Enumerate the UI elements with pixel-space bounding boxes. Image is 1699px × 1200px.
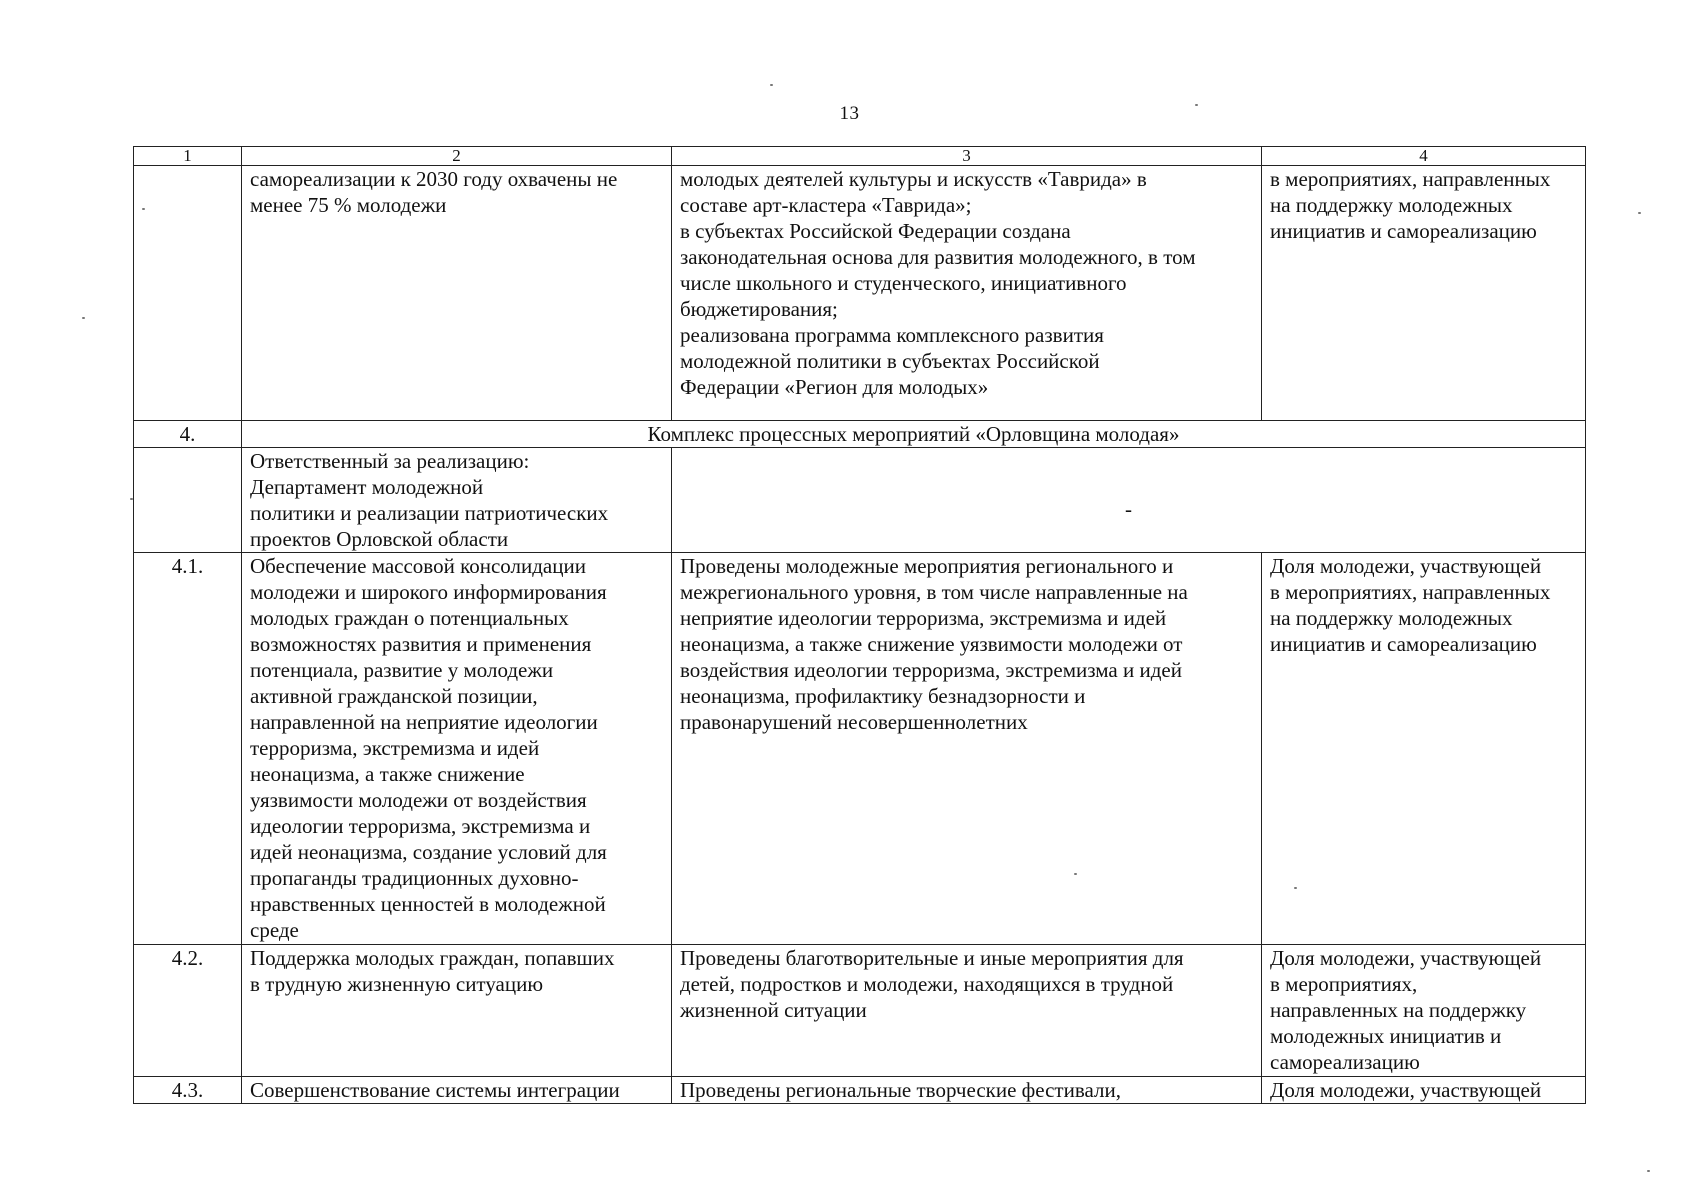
table-row xyxy=(134,945,1586,1077)
header-col-1: 1 xyxy=(134,147,242,166)
responsible-text: Ответственный за реализацию: Департамент молодежной политики и реализации патриотических проектов Орловской области xyxy=(242,448,672,553)
row-result: Проведены благотворительные и иные мероприятия для детей, подростков и молодежи, находящихся в трудной жизненной ситуации xyxy=(672,945,1262,1077)
scan-speck xyxy=(1195,104,1198,106)
row-indicator: Доля молодежи, участвующей в мероприятиях, направленных на поддержку молодежных инициатив и самореализацию xyxy=(1262,553,1586,945)
row-number xyxy=(134,166,242,421)
responsible-number-cell xyxy=(134,448,242,553)
scan-speck xyxy=(142,208,145,210)
scan-speck xyxy=(1638,212,1641,214)
row-measure: самореализации к 2030 году охвачены не менее 75 % молодежи xyxy=(242,166,672,421)
responsible-empty-cell xyxy=(672,448,1586,553)
row-number: 4.3. xyxy=(134,1077,242,1104)
header-col-3: 3 xyxy=(672,147,1262,166)
scan-speck xyxy=(82,317,85,319)
data-table xyxy=(133,146,1586,1104)
row-indicator: в мероприятиях, направленных на поддержку молодежных инициатив и самореализацию xyxy=(1262,166,1586,421)
table-row xyxy=(134,166,1586,421)
row-measure: Обеспечение массовой консолидации молодежи и широкого информирования молодых граждан о потенциальных возможностях развития и применения потенциала, развитие у молодежи активной гражданской позиции, направленной на неприятие идеологии терроризма, экстремизма и идей неонацизма, а также снижение уязвимости молодежи от воздействия идеологии терроризма, экстремизма и идей неонацизма, создание условий для пропаганды традиционных духовно- нравственных ценностей в молодежной среде xyxy=(242,553,672,945)
responsible-row xyxy=(134,448,1586,553)
scan-speck xyxy=(1294,887,1297,889)
row-measure: Совершенствование системы интеграции xyxy=(242,1077,672,1104)
row-result: Проведены молодежные мероприятия регионального и межрегионального уровня, в том числе направленные на неприятие идеологии терроризма, экстремизма и идей неонацизма, а также снижение уязвимости молодежи от воздействия идеологии терроризма, экстремизма и идей неонацизма, профилактику безнадзорности и правонарушений несовершеннолетних xyxy=(672,553,1262,945)
header-col-4: 4 xyxy=(1262,147,1586,166)
dash-mark: - xyxy=(1125,497,1132,521)
section-row xyxy=(134,421,1586,448)
row-number: 4.1. xyxy=(134,553,242,945)
section-title: Комплекс процессных мероприятий «Орловщина молодая» xyxy=(242,421,1586,448)
row-result: молодых деятелей культуры и искусств «Таврида» в составе арт-кластера «Таврида»; в субъектах Российской Федерации создана законодательная основа для развития молодежного, в том числе школьного и студенческого, инициативного бюджетирования; реализована программа комплексного развития молодежной политики в субъектах Российской Федерации «Регион для молодых» xyxy=(672,166,1262,421)
scan-speck xyxy=(130,498,133,500)
table-row xyxy=(134,1077,1586,1104)
scan-speck xyxy=(1074,873,1077,875)
scan-speck xyxy=(770,84,773,86)
section-number: 4. xyxy=(134,421,242,448)
row-indicator: Доля молодежи, участвующей xyxy=(1262,1077,1586,1104)
page-number: 13 xyxy=(839,103,860,124)
row-number: 4.2. xyxy=(134,945,242,1077)
row-result: Проведены региональные творческие фестивали, xyxy=(672,1077,1262,1104)
table-row xyxy=(134,553,1586,945)
row-measure: Поддержка молодых граждан, попавших в трудную жизненную ситуацию xyxy=(242,945,672,1077)
table-header-row xyxy=(134,147,1586,166)
scan-speck xyxy=(1647,1170,1650,1172)
row-indicator: Доля молодежи, участвующей в мероприятиях, направленных на поддержку молодежных инициатив и самореализацию xyxy=(1262,945,1586,1077)
header-col-2: 2 xyxy=(242,147,672,166)
